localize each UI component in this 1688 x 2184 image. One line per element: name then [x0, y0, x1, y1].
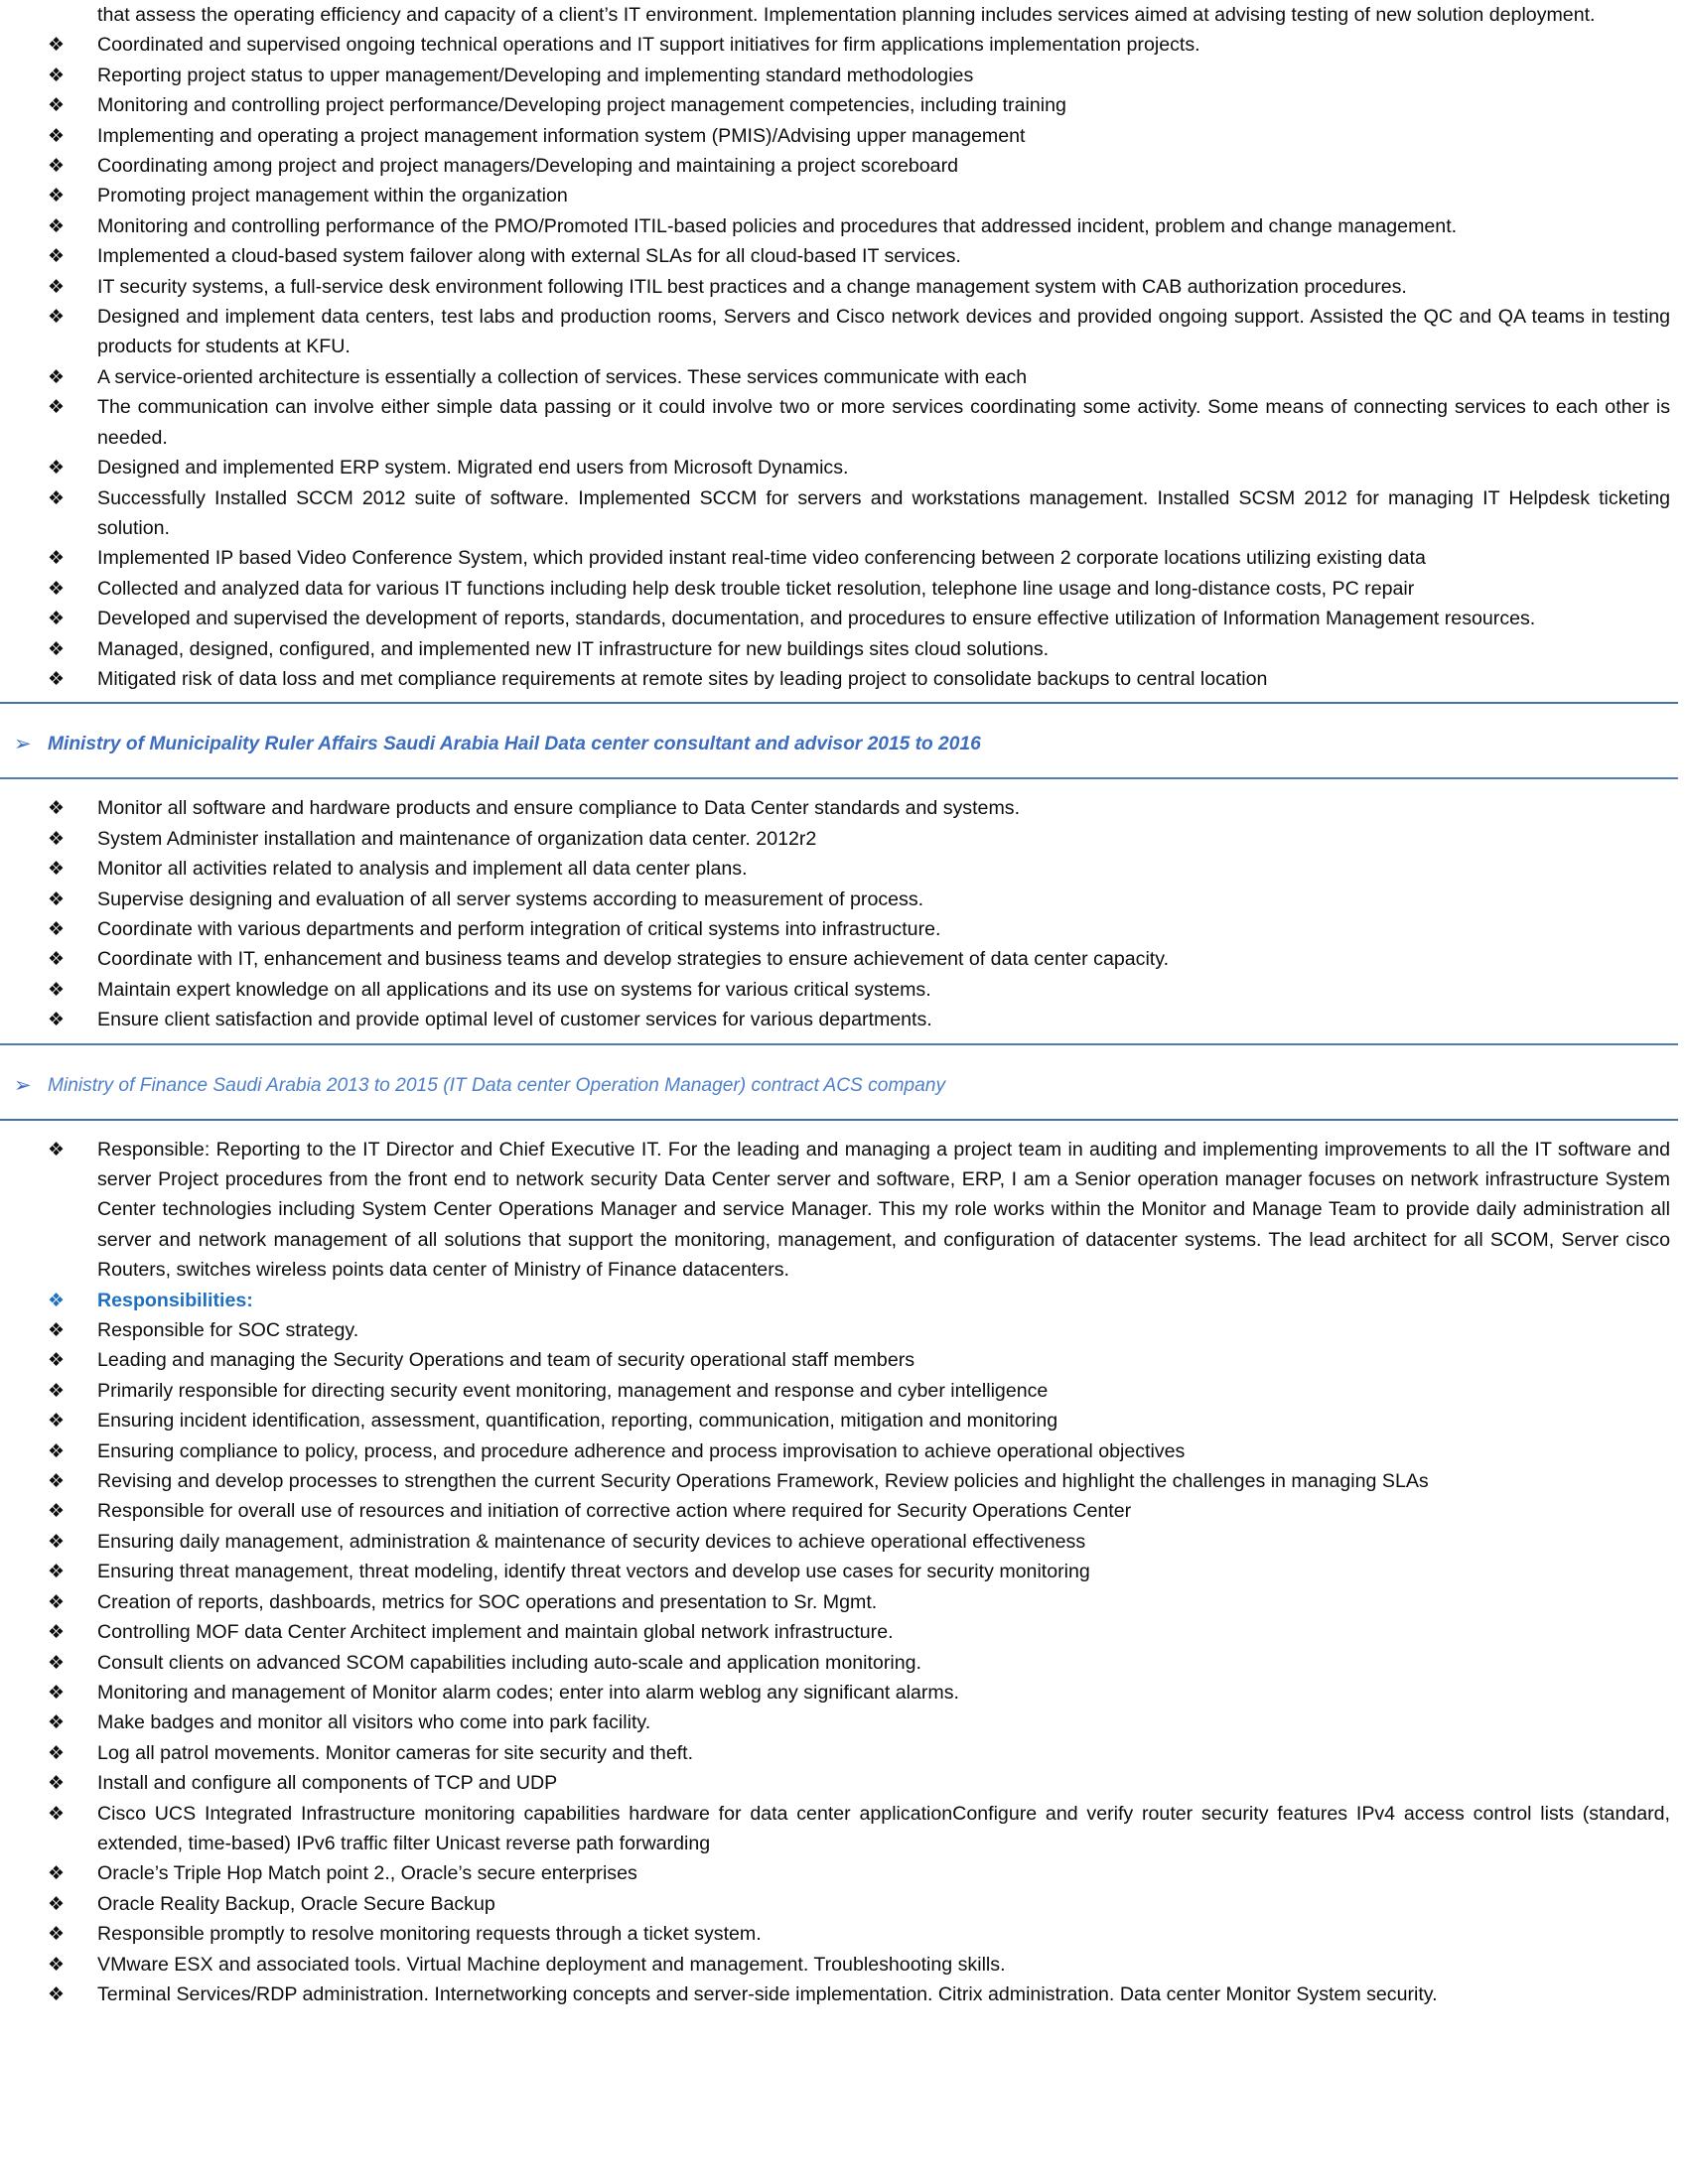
list-item-text: Ensuring compliance to policy, process, and procedure adherence and process improvisation to achieve operational objectives	[97, 1439, 1186, 1462]
list-item-text: Monitor all software and hardware products and ensure compliance to Data Center standards and systems.	[97, 797, 1021, 820]
four-diamond-bullet-icon: ❖	[48, 214, 66, 237]
list-item	[0, 362, 1688, 392]
spacer	[0, 1121, 1688, 1135]
list-item-text: A service-oriented architecture is essentially a collection of services. These services communicate with each	[97, 365, 1028, 388]
list-item	[0, 824, 1688, 854]
list-item-text: Install and configure all components of TCP and UDP	[97, 1772, 558, 1795]
spacer	[0, 1101, 1688, 1119]
spacer	[0, 1045, 1688, 1071]
list-item-text: Creation of reports, dashboards, metrics for SOC operations and presentation to Sr. Mgmt.	[97, 1590, 878, 1613]
list-item	[0, 392, 1688, 453]
list-item-text: Consult clients on advanced SCOM capabilities including auto-scale and application monitoring.	[97, 1651, 921, 1674]
four-diamond-bullet-icon: ❖	[48, 1470, 66, 1493]
list-item	[0, 1345, 1688, 1375]
list-item	[0, 604, 1688, 633]
four-diamond-bullet-icon: ❖	[48, 1892, 66, 1915]
list-item-text: Oracle’s Triple Hop Match point 2., Oracle’s secure enterprises	[97, 1862, 637, 1885]
list-item	[0, 1979, 1688, 2009]
responsibilities-label-item	[0, 1286, 1688, 1315]
list-item-text: System Administer installation and maintenance of organization data center. 2012r2	[97, 827, 817, 850]
carryover-paragraph: that assess the operating efficiency and capacity of a client’s IT environment. Implementation planning includes services aimed at advising testing of new solution deployment.	[97, 4, 1596, 26]
list-item	[0, 121, 1688, 151]
four-diamond-bullet-icon: ❖	[48, 1289, 66, 1311]
arrowhead-bullet-icon: ➢	[14, 1072, 32, 1097]
list-item-text: Cisco UCS Integrated Infrastructure monitoring capabilities hardware for data center applicationConfigure and verify router security features IPv4 access control lists (standard, extended, time-based) IPv6 traffic filter Unicast reverse path forwarding	[97, 1802, 1670, 1854]
four-diamond-bullet-icon: ❖	[48, 275, 66, 298]
list-item	[0, 1376, 1688, 1406]
list-item	[0, 1799, 1688, 1859]
list-item-text: Ensure client satisfaction and provide optimal level of customer services for various departments.	[97, 1009, 932, 1031]
list-item-text: Ensuring threat management, threat modeling, identify threat vectors and develop use cases for security monitoring	[97, 1561, 1090, 1583]
list-item	[0, 1617, 1688, 1647]
section-heading-text: Ministry of Finance Saudi Arabia 2013 to 2015 (IT Data center Operation Manager) contract ACS company	[48, 1074, 946, 1096]
four-diamond-bullet-icon: ❖	[48, 978, 66, 1001]
spacer	[0, 694, 1688, 702]
arrowhead-bullet-icon: ➢	[14, 732, 32, 756]
four-diamond-bullet-icon: ❖	[48, 396, 66, 419]
four-diamond-bullet-icon: ❖	[48, 1319, 66, 1342]
list-item	[0, 543, 1688, 573]
list-item-text: Oracle Reality Backup, Oracle Secure Backup	[97, 1892, 495, 1915]
four-diamond-bullet-icon: ❖	[48, 124, 66, 147]
four-diamond-bullet-icon: ❖	[48, 1802, 66, 1825]
four-diamond-bullet-icon: ❖	[48, 637, 66, 660]
list-item-text: Leading and managing the Security Operations and team of security operational staff members	[97, 1349, 915, 1372]
list-item	[0, 1678, 1688, 1707]
list-item-text: Supervise designing and evaluation of all server systems according to measurement of process.	[97, 887, 924, 910]
four-diamond-bullet-icon: ❖	[48, 1862, 66, 1885]
four-diamond-bullet-icon: ❖	[48, 608, 66, 630]
list-item	[0, 914, 1688, 944]
list-item-text: Responsible: Reporting to the IT Director and Chief Executive IT. For the leading and managing a project team in auditing and implementing improvements to all the IT software and server Project procedures from the front end to network security Data Center server and software, ERP, I am a Senior operation manager focuses on network infrastructure System Center technologies including System Center Operations Manager and service Manager. This my role works within the Monitor and Manage Team to provide daily administration all server and network management of all solutions that support the monitoring, management, and configuration of datacenter systems. The lead architect for all SCOM, Server cisco Routers, switches wireless points data center of Ministry of Finance datacenters.	[97, 1138, 1670, 1282]
list-item-text: Implementing and operating a project management information system (PMIS)/Advising upper management	[97, 124, 1026, 147]
four-diamond-bullet-icon: ❖	[48, 1651, 66, 1674]
four-diamond-bullet-icon: ❖	[48, 155, 66, 178]
list-item	[0, 1707, 1688, 1737]
four-diamond-bullet-icon: ❖	[48, 1741, 66, 1764]
spacer	[0, 779, 1688, 793]
four-diamond-bullet-icon: ❖	[48, 887, 66, 910]
list-item-text: Revising and develop processes to strengthen the current Security Operations Framework, Review policies and highlight the challenges in managing SLAs	[97, 1470, 1429, 1493]
list-item-text: Managed, designed, configured, and implemented new IT infrastructure for new buildings sites cloud solutions.	[97, 637, 1050, 660]
four-diamond-bullet-icon: ❖	[48, 827, 66, 850]
list-item-text: Coordinate with various departments and perform integration of critical systems into infrastructure.	[97, 917, 941, 940]
list-item	[0, 1527, 1688, 1557]
four-diamond-bullet-icon: ❖	[48, 917, 66, 940]
list-item	[0, 151, 1688, 181]
four-diamond-bullet-icon: ❖	[48, 797, 66, 820]
four-diamond-bullet-icon: ❖	[48, 948, 66, 971]
four-diamond-bullet-icon: ❖	[48, 1530, 66, 1553]
list-item	[0, 90, 1688, 120]
list-item	[0, 1768, 1688, 1798]
list-item-text: The communication can involve either simple data passing or it could involve two or more services coordinating some activity. Some means of connecting services to each other is needed.	[97, 396, 1670, 449]
experience-bullet-list-two	[0, 793, 1688, 1034]
list-item-text: Responsible for SOC strategy.	[97, 1319, 359, 1342]
spacer	[0, 759, 1688, 777]
list-item	[0, 1587, 1688, 1617]
four-diamond-bullet-icon: ❖	[48, 1500, 66, 1523]
four-diamond-bullet-icon: ❖	[48, 1953, 66, 1976]
list-item-text: Designed and implement data centers, test labs and production rooms, Servers and Cisco network devices and provided ongoing support. Assisted the QC and QA teams in testing products for students at KFU.	[97, 306, 1670, 358]
list-item	[0, 30, 1688, 60]
four-diamond-bullet-icon: ❖	[48, 547, 66, 570]
four-diamond-bullet-icon: ❖	[48, 1349, 66, 1372]
list-item-text: Developed and supervised the development of reports, standards, documentation, and procedures to ensure effective utilization of Information Management resources.	[97, 608, 1536, 630]
carryover-paragraph-block	[0, 0, 1688, 30]
list-item	[0, 1406, 1688, 1435]
list-item-text: Make badges and monitor all visitors who come into park facility.	[97, 1711, 651, 1734]
four-diamond-bullet-icon: ❖	[48, 94, 66, 117]
section-heading-municipality	[0, 730, 1688, 759]
list-item	[0, 574, 1688, 604]
list-item	[0, 453, 1688, 482]
list-item-text: Monitoring and management of Monitor alarm codes; enter into alarm weblog any significant alarms.	[97, 1681, 959, 1704]
section-heading-text: Ministry of Municipality Ruler Affairs Saudi Arabia Hail Data center consultant and advisor 2015 to 2016	[48, 734, 981, 755]
four-diamond-bullet-icon: ❖	[48, 1772, 66, 1795]
list-item	[0, 1315, 1688, 1345]
list-item-text: VMware ESX and associated tools. Virtual Machine deployment and management. Troubleshooting skills.	[97, 1953, 1006, 1976]
list-item	[0, 1496, 1688, 1526]
four-diamond-bullet-icon: ❖	[48, 1621, 66, 1644]
four-diamond-bullet-icon: ❖	[48, 1681, 66, 1704]
list-item	[0, 1858, 1688, 1888]
list-item	[0, 272, 1688, 302]
four-diamond-bullet-icon: ❖	[48, 1439, 66, 1462]
list-item-text: Designed and implemented ERP system. Migrated end users from Microsoft Dynamics.	[97, 457, 849, 479]
four-diamond-bullet-icon: ❖	[48, 306, 66, 329]
list-item	[0, 634, 1688, 664]
list-item-text: Responsible promptly to resolve monitoring requests through a ticket system.	[97, 1923, 762, 1946]
four-diamond-bullet-icon: ❖	[48, 365, 66, 388]
list-item-text: Reporting project status to upper management/Developing and implementing standard methodologies	[97, 64, 974, 86]
list-item	[0, 1436, 1688, 1466]
list-item	[0, 664, 1688, 694]
list-item-text: Coordinating among project and project managers/Developing and maintaining a project scoreboard	[97, 155, 959, 178]
list-item	[0, 944, 1688, 974]
list-item-text: Successfully Installed SCCM 2012 suite of software. Implemented SCCM for servers and workstations management. Installed SCSM 2012 for managing IT Helpdesk ticketing solution.	[97, 486, 1670, 539]
four-diamond-bullet-icon: ❖	[48, 577, 66, 600]
list-item	[0, 793, 1688, 823]
four-diamond-bullet-icon: ❖	[48, 1982, 66, 2005]
list-item-text: Implemented IP based Video Conference System, which provided instant real-time video conferencing between 2 corporate locations utilizing existing data	[97, 547, 1426, 570]
list-item	[0, 1005, 1688, 1034]
role-summary-item	[0, 1135, 1688, 1286]
list-item	[0, 1738, 1688, 1768]
list-item	[0, 483, 1688, 544]
spacer	[0, 704, 1688, 730]
four-diamond-bullet-icon: ❖	[48, 1711, 66, 1734]
list-item	[0, 1557, 1688, 1586]
list-item-text: Implemented a cloud-based system failover along with external SLAs for all cloud-based IT services.	[97, 245, 961, 268]
list-item-text: Collected and analyzed data for various IT functions including help desk trouble ticket resolution, telephone line usage and long-distance costs, PC repair	[97, 577, 1415, 600]
list-item-text: Terminal Services/RDP administration. Internetworking concepts and server-side implementation. Citrix administration. Data center Monitor System security.	[97, 1982, 1438, 2005]
list-item-text: Responsible for overall use of resources and initiation of corrective action where required for Security Operations Center	[97, 1500, 1132, 1523]
four-diamond-bullet-icon: ❖	[48, 457, 66, 479]
list-item-text: IT security systems, a full-service desk environment following ITIL best practices and a change management system with CAB authorization procedures.	[97, 275, 1407, 298]
experience-bullet-list-one	[0, 30, 1688, 694]
list-item	[0, 61, 1688, 90]
list-item-text: Promoting project management within the organization	[97, 185, 568, 207]
list-item	[0, 1919, 1688, 1949]
four-diamond-bullet-icon: ❖	[48, 486, 66, 509]
list-item	[0, 1950, 1688, 1979]
list-item	[0, 975, 1688, 1005]
four-diamond-bullet-icon: ❖	[48, 1009, 66, 1031]
list-item-text: Ensuring daily management, administration & maintenance of security devices to achieve operational effectiveness	[97, 1530, 1086, 1553]
four-diamond-bullet-icon: ❖	[48, 1590, 66, 1613]
list-item-text: Coordinate with IT, enhancement and business teams and develop strategies to ensure achievement of data center capacity.	[97, 948, 1170, 971]
list-item-text: Monitoring and controlling project performance/Developing project management competencies, including training	[97, 94, 1066, 117]
list-item	[0, 885, 1688, 914]
list-item-text: Coordinated and supervised ongoing technical operations and IT support initiatives for firm applications implementation projects.	[97, 34, 1200, 57]
list-item-text: Log all patrol movements. Monitor cameras for site security and theft.	[97, 1741, 694, 1764]
list-item	[0, 302, 1688, 362]
list-item-text: Primarily responsible for directing security event monitoring, management and response and cyber intelligence	[97, 1379, 1049, 1402]
four-diamond-bullet-icon: ❖	[48, 1923, 66, 1946]
list-item	[0, 1648, 1688, 1678]
list-item-text: Monitor all activities related to analysis and implement all data center plans.	[97, 858, 748, 881]
four-diamond-bullet-icon: ❖	[48, 1561, 66, 1583]
experience-bullet-list-three	[0, 1135, 1688, 2010]
list-item	[0, 241, 1688, 271]
list-item-text: Monitoring and controlling performance of the PMO/Promoted ITIL-based policies and procedures that addressed incident, problem and change management.	[97, 214, 1458, 237]
list-item	[0, 1466, 1688, 1496]
list-item-text: Responsibilities:	[97, 1289, 253, 1311]
four-diamond-bullet-icon: ❖	[48, 667, 66, 690]
four-diamond-bullet-icon: ❖	[48, 34, 66, 57]
list-item-text: Mitigated risk of data loss and met compliance requirements at remote sites by leading project to consolidate backups to central location	[97, 667, 1268, 690]
four-diamond-bullet-icon: ❖	[48, 858, 66, 881]
four-diamond-bullet-icon: ❖	[48, 1138, 66, 1160]
spacer	[0, 1035, 1688, 1043]
four-diamond-bullet-icon: ❖	[48, 1379, 66, 1402]
list-item	[0, 181, 1688, 210]
section-heading-finance	[0, 1071, 1688, 1101]
four-diamond-bullet-icon: ❖	[48, 185, 66, 207]
list-item-text: Ensuring incident identification, assessment, quantification, reporting, communication, mitigation and monitoring	[97, 1410, 1058, 1433]
list-item-text: Controlling MOF data Center Architect implement and maintain global network infrastructure.	[97, 1621, 894, 1644]
four-diamond-bullet-icon: ❖	[48, 64, 66, 86]
four-diamond-bullet-icon: ❖	[48, 1410, 66, 1433]
list-item-text: Maintain expert knowledge on all applications and its use on systems for various critical systems.	[97, 978, 931, 1001]
list-item	[0, 1889, 1688, 1919]
list-item	[0, 211, 1688, 241]
four-diamond-bullet-icon: ❖	[48, 245, 66, 268]
list-item	[0, 854, 1688, 884]
